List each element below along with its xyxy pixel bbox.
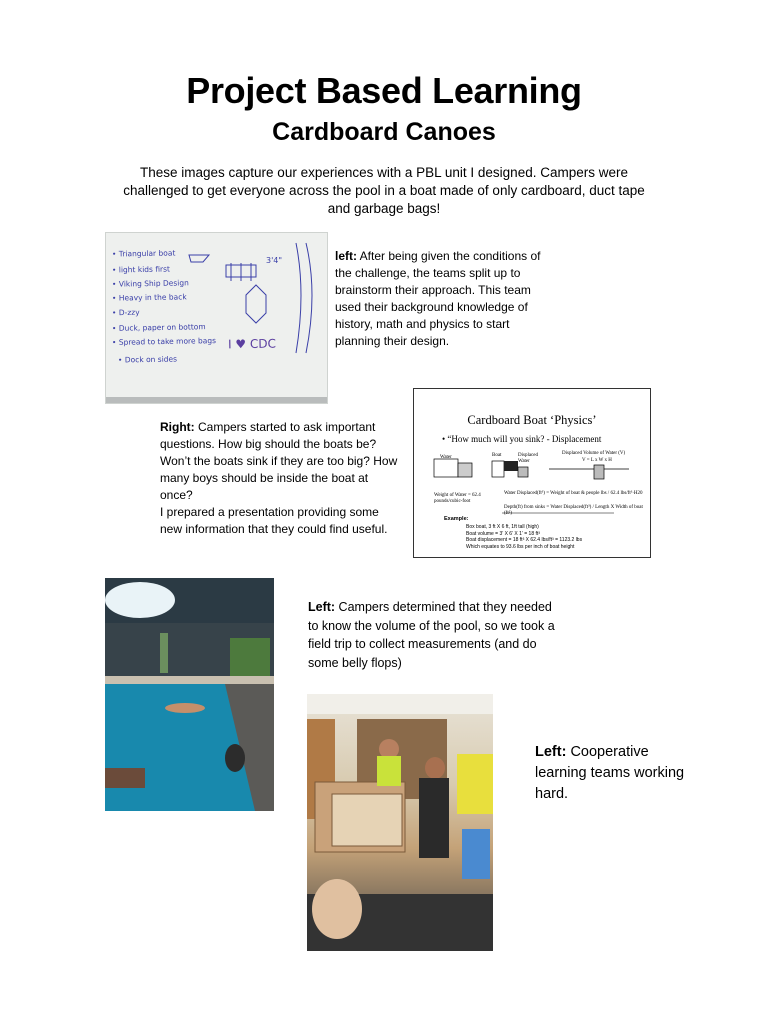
label-depth: Depth(ft) from sinks = Water Displaced(ft³) / Length X Width of boat (ft²) <box>504 505 643 516</box>
caption-lead: Left: <box>308 600 336 614</box>
classroom-scene <box>307 694 493 951</box>
whiteboard-line: • D-zzy <box>111 307 140 318</box>
example-line: Box boat, 3 ft X 6 ft, 1ft tall (high) <box>466 524 539 530</box>
whiteboard-line: • Dock on sides <box>117 354 178 365</box>
example-line: Boat volume = 3’ X 6’ X 1’ = 18 ft³ <box>466 530 540 537</box>
example-line: Boat displacement = 18 ft³ X 62.4 lbs/ft³ = 1123.2 lbs <box>466 537 583 543</box>
label-water: Water <box>440 455 452 460</box>
slide-bullet: • “How much will you sink? - Displacement <box>442 434 602 444</box>
whiteboard-line: • light kids first <box>111 264 171 275</box>
label-displaced-volume: Displaced Volume of Water (V) <box>562 451 626 456</box>
classroom-caption <box>535 742 685 805</box>
label-water-displaced: Water Displaced(ft³) = Weight of boat & people lbs / 62.4 lbs/ft³·H20 <box>504 491 643 496</box>
caption-text: After being given the conditions of the challenge, the teams split up to brainstorm their approach. This team used their background knowledge of history, math and physics to start planning their design. <box>335 249 541 348</box>
whiteboard-line: • Triangular boat <box>111 248 176 259</box>
whiteboard-sketches <box>106 233 327 403</box>
slide-caption <box>160 419 400 538</box>
whiteboard-caption <box>335 248 550 350</box>
caption-text: Campers determined that they needed to know the volume of the pool, so we took a field trip to collect measurements (and do some belly flops) <box>308 600 555 670</box>
caption-lead: left: <box>335 249 357 263</box>
label-formula: V = L x W x H <box>582 458 612 463</box>
classroom-photo <box>307 694 493 951</box>
label-displaced: Displaced Water <box>518 453 538 464</box>
caption-lead: Right: <box>160 420 195 434</box>
caption-text: Cooperative learning teams working hard. <box>535 744 685 802</box>
page-title: Project Based Learning <box>186 70 582 111</box>
caption-text-2: I prepared a presentation providing some new information that they could find useful. <box>160 505 388 536</box>
svg-text:3'4": 3'4" <box>266 256 283 265</box>
label-weight: Weight of Water = 62.4 pounds/cubic-foot <box>434 493 481 504</box>
caption-text: Campers started to ask important questions. How big should the boats be? Won’t the boats sink if they are too big? How many boys should be inside the boat at once? <box>160 420 398 502</box>
whiteboard-line: • Duck, paper on bottom <box>111 322 206 333</box>
whiteboard-line: • Viking Ship Design <box>111 278 189 289</box>
pool-caption <box>308 598 563 672</box>
pool-scene <box>105 578 274 811</box>
whiteboard-line: • Spread to take more bags <box>111 336 217 347</box>
page-subtitle: Cardboard Canoes <box>272 118 496 146</box>
label-example: Example: <box>444 516 469 522</box>
whiteboard-tray <box>106 397 327 403</box>
whiteboard-line: I ♥ CDC <box>227 336 277 352</box>
caption-lead: Left: <box>535 744 567 760</box>
example-line: Which equates to 93.6 lbs per inch of boat height <box>466 543 575 550</box>
whiteboard-line: • Heavy in the back <box>111 292 187 303</box>
slide-title: Cardboard Boat ‘Physics’ <box>467 413 597 427</box>
physics-slide <box>413 388 651 558</box>
whiteboard-photo <box>105 232 328 404</box>
example-lines <box>466 524 582 550</box>
intro-paragraph: These images capture our experiences with a PBL unit I designed. Campers were challenged to get everyone across the pool in a boat made of only cardboard, duct tape and garbage bags! <box>123 165 645 216</box>
pool-photo <box>105 578 274 811</box>
label-boat: Boat <box>492 453 502 458</box>
